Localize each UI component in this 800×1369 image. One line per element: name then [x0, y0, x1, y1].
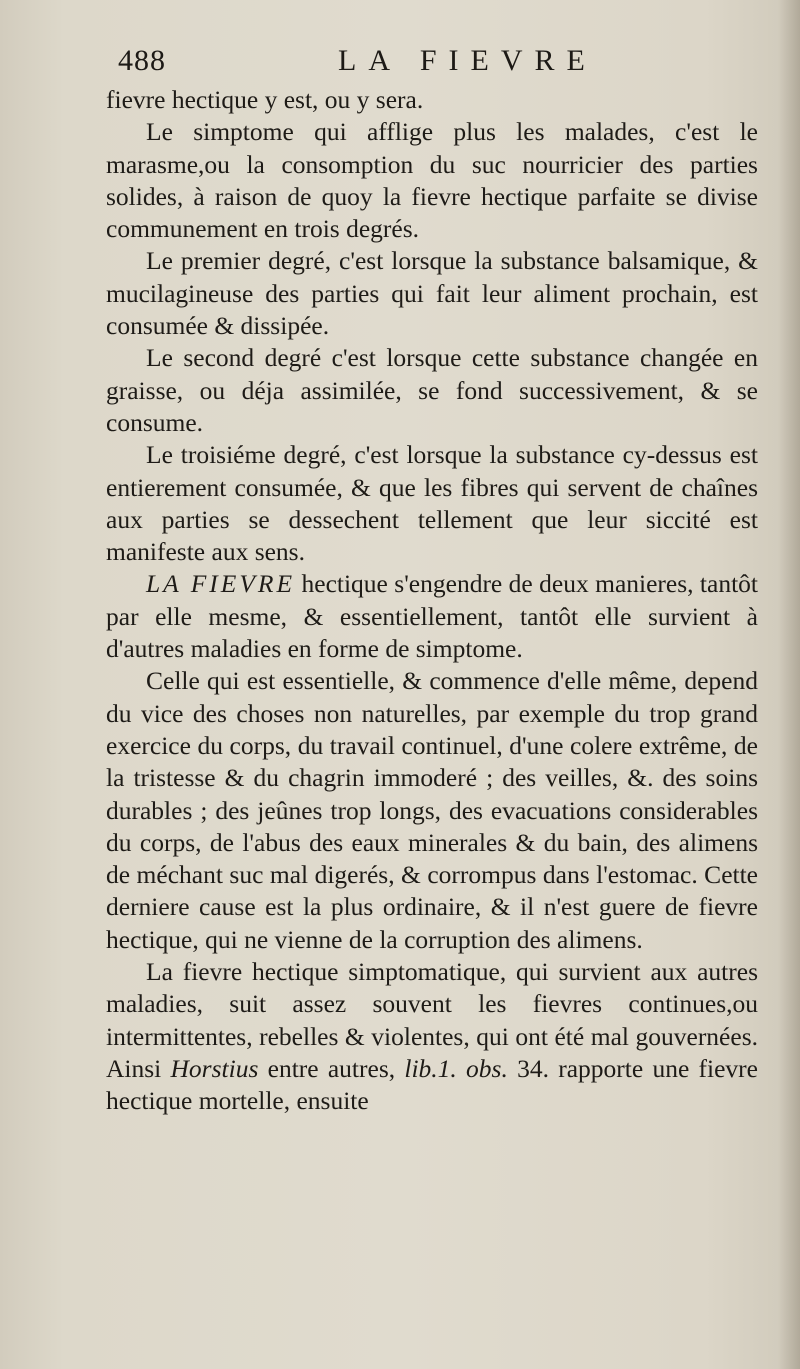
paragraph-la-fievre-text: hectique s'engendre de deux manieres, tantôt par elle mesme, & essentiellement, tantôt elle survient à d'autres maladies en forme de simptome. [106, 569, 759, 664]
body-text [106, 84, 758, 1118]
paragraph-essentielle: Celle qui est essentielle, & commence d'elle même, depend du vice des choses non naturelles, par exemple du trop grand exercice du corps, du travail continuel, d'une colere extrême, de la tristesse & du chagrin immoderé ; des veilles, &. des soins durables ; des jeûnes trop longs, des evacuations considerables du corps, de l'abus des eaux minerales & du bain, des alimens de méchant suc mal digerés, & corrompus dans l'estomac. Cette derniere cause est la plus ordinaire, & il n'est guere de fievre hectique, qui ne vienne de la corruption des alimens. [106, 666, 758, 954]
paragraph-simptomatique-text: La fievre hectique simptomatique, qui survient aux autres maladies, suit assez souvent les fievres continues,ou intermittentes, rebelles & violentes, qui ont été mal gouvernées. Ainsi [106, 957, 758, 1083]
paragraph-premier-degre: Le premier degré, c'est lorsque la substance balsamique, & mucilagineuse des parties qui fait leur aliment prochain, est consumée & dissipée. [106, 246, 758, 341]
reference-citation: lib.1. obs. [404, 1053, 508, 1083]
paragraph-simptomatique [106, 956, 758, 1117]
paragraph-troisieme-degre: Le troisiéme degré, c'est lorsque la substance cy-dessus est entierement consumée, & que les fibres qui servent de chaînes aux parties se dessechent tellement que leur siccité est manifeste aux sens. [106, 440, 758, 567]
author-name: Horstius [170, 1053, 259, 1083]
paragraph-la-fievre [106, 568, 758, 665]
paragraph-continuation: fievre hectique y est, ou y sera. [106, 85, 424, 114]
paragraph-lead-words: LA FIEVRE [146, 569, 296, 599]
paragraph-symptome: Le simptome qui afflige plus les malades, c'est le marasme,ou la consomption du suc nourricier des parties solides, à raison de quoy la fievre hectique parfaite se divise communement en trois degrés. [106, 117, 758, 244]
paragraph-simptomatique-middle: entre autres, [258, 1053, 405, 1083]
page-number: 488 [118, 44, 166, 77]
paragraph-simptomatique-end: 34. rapporte une fievre hectique mortelle, ensuite [106, 1053, 758, 1116]
page-edge-shadow [778, 0, 800, 1369]
paragraph-second-degre: Le second degré c'est lorsque cette substance changée en graisse, ou déja assimilée, se fond successivement, & se consume. [106, 343, 758, 437]
running-title: LA FIEVRE [338, 44, 597, 77]
